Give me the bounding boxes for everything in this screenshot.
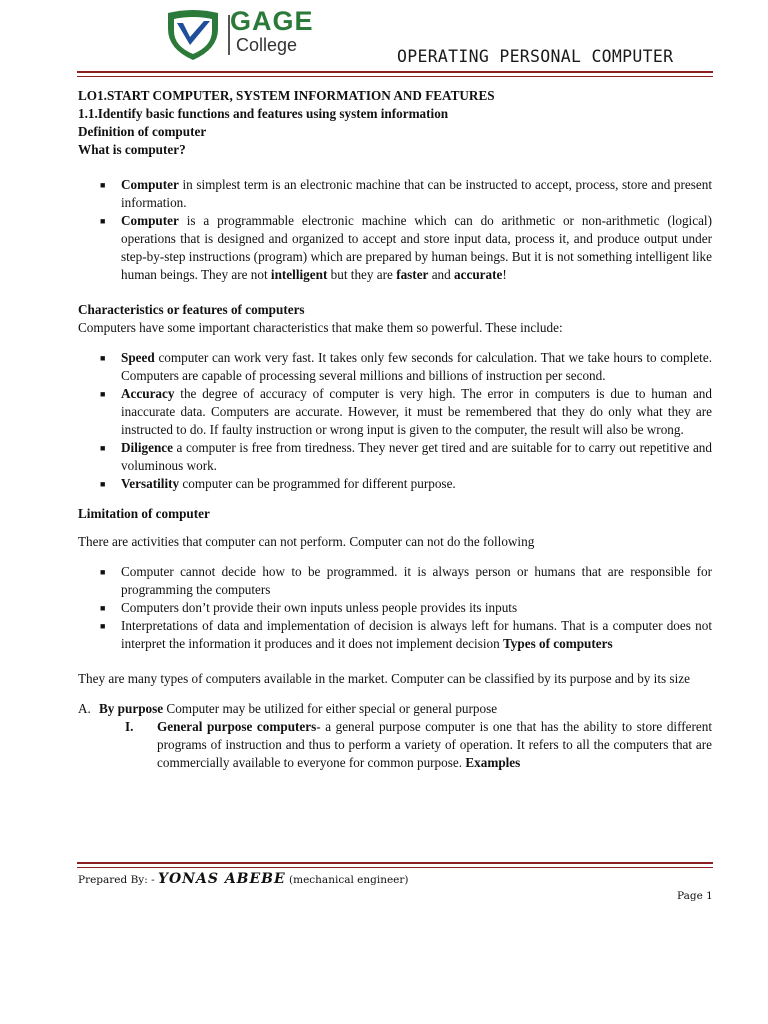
shield-check-icon — [166, 9, 220, 61]
characteristics-intro: Computers have some important characteristics that make them so powerful. These include: — [78, 320, 563, 335]
heading-1-1: 1.1.Identify basic functions and features using system information — [78, 106, 449, 121]
bullet-icon: ■ — [100, 216, 106, 226]
general-purpose-item: I. General purpose computers- a general purpose computer is one that has the ability to store different programs of instruction and thus to perform a variety of operation. It refers to all the computers that are commercially available to everyone for common purpose. Examples — [125, 719, 712, 770]
bullet-icon: ■ — [100, 479, 106, 489]
heading-characteristics: Characteristics or features of computers — [78, 302, 305, 317]
footer-rule — [77, 862, 713, 868]
author-name: YONAS ABEBE — [157, 871, 286, 887]
list-item: ■ Computer in simplest term is an electronic machine that can be instructed to accept, process, store and present information. — [100, 177, 712, 210]
bullet-icon: ■ — [100, 353, 106, 363]
header-title: OPERATING PERSONAL COMPUTER — [397, 47, 674, 66]
list-item: ■ Accuracy the degree of accuracy of computer is very high. The error in computers is due to human and inaccurate data. Computers are accurate. However, it must be remembered that they do only what they are instructed to do. If faulty instruction or wrong input is given to the computer, the result will also be wrong. — [100, 386, 712, 437]
limitation-intro: There are activities that computer can not perform. Computer can not do the following — [78, 534, 535, 549]
characteristics-list — [78, 349, 712, 493]
college-logo — [166, 6, 341, 61]
page-number: Page 1 — [677, 890, 713, 902]
list-item: ■ Diligence a computer is free from tiredness. They never get tired and are suitable for to carry out repetitive and voluminous work. — [100, 440, 712, 473]
limitation-list — [78, 563, 712, 653]
bullet-icon: ■ — [100, 389, 106, 399]
list-item: ■ Versatility computer can be programmed for different purpose. — [100, 476, 456, 491]
heading-limitation: Limitation of computer — [78, 506, 210, 521]
list-item: ■ Computers don’t provide their own inputs unless people provides its inputs — [100, 600, 518, 615]
logo-brand: GAGE — [230, 6, 314, 36]
heading-lo1: LO1.START COMPUTER, SYSTEM INFORMATION AND FEATURES — [78, 88, 495, 103]
list-item: ■ Speed computer can work very fast. It takes only few seconds for calculation. That we take hours to complete. Computers are capable of processing several millions and billions of instruction per second. — [100, 350, 712, 383]
by-purpose-item: A. By purpose Computer may be utilized for either special or general purpose — [78, 701, 498, 716]
list-item: ■ Computer cannot decide how to be programmed. it is always person or humans that are responsible for programming the computers — [100, 564, 712, 597]
logo-sub: College — [236, 35, 298, 55]
bullet-icon: ■ — [100, 621, 106, 631]
list-item: ■ Computer is a programmable electronic machine which can do arithmetic or non-arithmetic (logical) operations that is designed and organized to accept and store input data, process it, and produce output under step-by-step instructions (program) which are prepared by human beings. But it is not something intelligent like human beings. They are not intelligent but they are faster and accurate! — [100, 213, 712, 282]
types-intro: They are many types of computers available in the market. Computer can be classified by its purpose and by its size — [78, 671, 690, 686]
definition-list — [78, 176, 712, 284]
list-item: ■ Interpretations of data and implementation of decision is always left for humans. That is a computer does not interpret the information it produces and it does not implement decision Types of computers — [100, 618, 712, 651]
bullet-icon: ■ — [100, 443, 106, 453]
heading-definition: Definition of computer — [78, 124, 207, 139]
bullet-icon: ■ — [100, 567, 106, 577]
header-rule — [77, 71, 713, 77]
document-body — [78, 87, 712, 772]
heading-what-is: What is computer? — [78, 142, 186, 157]
bullet-icon: ■ — [100, 180, 106, 190]
bullet-icon: ■ — [100, 603, 106, 613]
footer-prepared-by: Prepared By: - YONAS ABEBE (mechanical engineer) — [78, 871, 409, 887]
